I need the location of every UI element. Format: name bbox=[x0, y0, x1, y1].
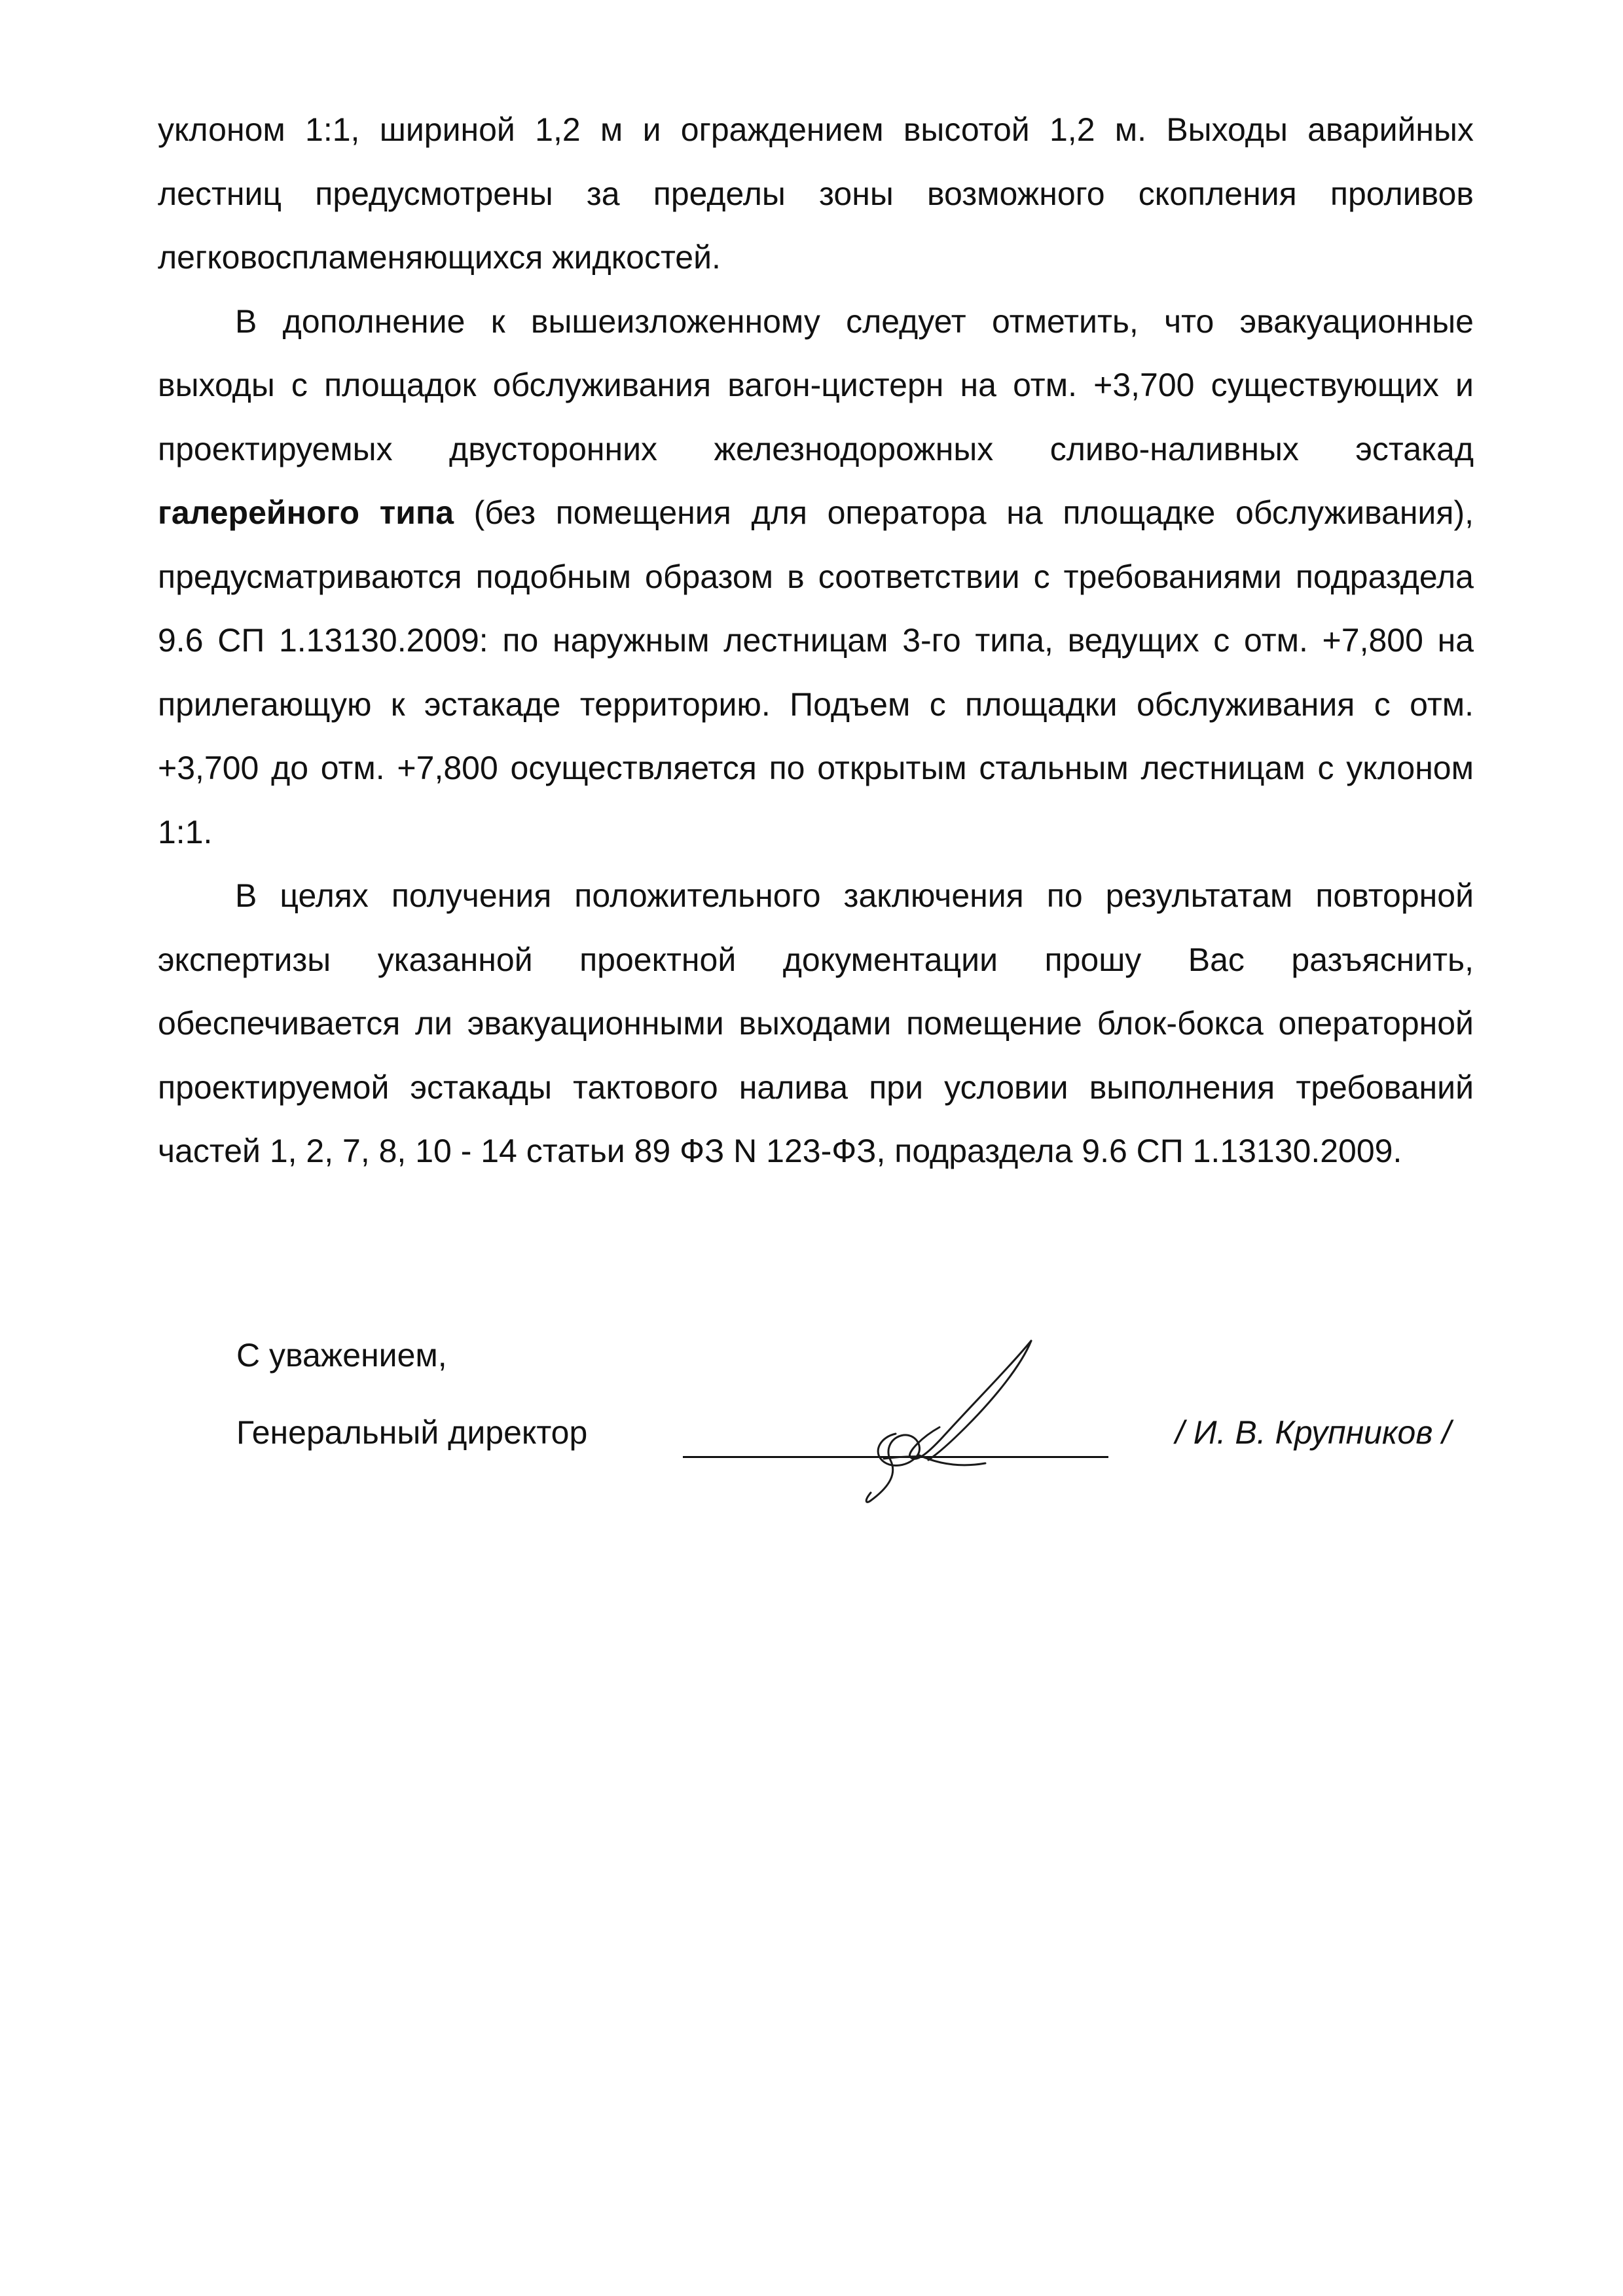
closing-salutation: С уважением, bbox=[236, 1337, 447, 1374]
paragraph-text-start: В дополнение к вышеизложенному следует отметить, что эвакуационные выходы с площадок обслуживания вагон-цистерн на отм. +3,700 существующих и проектируемых двусторонних железнодорожных сливо-наливных эстакад bbox=[158, 302, 1474, 467]
paragraph-evacuation-exits bbox=[158, 290, 1474, 865]
paragraph-continuation: уклоном 1:1, шириной 1,2 м и ограждением высотой 1,2 м. Выходы аварийных лестниц предусмотрены за пределы зоны возможного скопления проливов легковоспламеняющихся жидкостей. bbox=[158, 111, 1474, 276]
signatory-name: / И. В. Крупников / bbox=[1175, 1414, 1451, 1451]
bold-phrase: галерейного типа bbox=[158, 494, 454, 531]
letter-body bbox=[158, 98, 1474, 1184]
signatory-position: Генеральный директор bbox=[236, 1414, 588, 1451]
handwritten-signature bbox=[845, 1329, 1054, 1506]
paragraph-text-end: (без помещения для оператора на площадке обслуживания), предусматриваются подобным образом в соответствии с требованиями подраздела 9.6 СП 1.13130.2009: по наружным лестницам 3-го типа, ведущих с отм. +7,800 на прилегающую к эстакаде территорию. Подъем с площадки обслуживания с отм. +3,700 до отм. +7,800 осуществляется по открытым стальным лестницам с уклоном 1:1. bbox=[158, 494, 1474, 850]
paragraph-request: В целях получения положительного заключения по результатам повторной экспертизы указанной проектной документации прошу Вас разъяснить, обеспечивается ли эвакуационными выходами помещение блок-бокса операторной проектируемой эстакады тактового налива при условии выполнения требований частей 1, 2, 7, 8, 10 - 14 статьи 89 ФЗ N 123-ФЗ, подраздела 9.6 СП 1.13130.2009. bbox=[158, 877, 1474, 1169]
